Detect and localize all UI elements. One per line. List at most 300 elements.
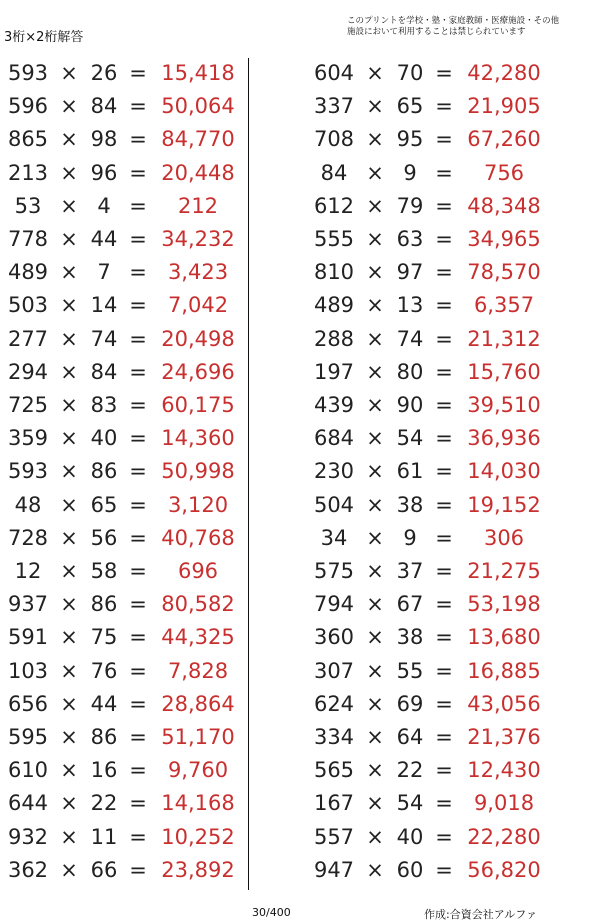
times-sign: × xyxy=(366,393,384,417)
answer: 80,582 xyxy=(161,592,235,617)
multiplicand: 708 xyxy=(313,127,355,152)
multiplier: 86 xyxy=(90,459,118,484)
answer: 21,312 xyxy=(467,326,541,351)
times-sign: × xyxy=(366,691,384,716)
answer: 34,965 xyxy=(467,227,541,251)
multiplier: 80 xyxy=(396,359,424,384)
times-sign: × xyxy=(60,359,78,384)
answer: 28,864 xyxy=(161,691,235,716)
problem-row xyxy=(306,191,552,221)
multiplicand: 359 xyxy=(7,426,49,451)
multiplicand: 565 xyxy=(313,758,355,783)
answer: 212 xyxy=(177,193,219,218)
multiplier: 16 xyxy=(90,758,118,783)
times-sign: × xyxy=(366,559,384,583)
problem-row xyxy=(0,456,246,486)
equals-sign: = xyxy=(435,227,453,251)
problem-row xyxy=(306,656,552,686)
problem-row xyxy=(306,224,552,254)
equals-sign: = xyxy=(129,791,147,816)
multiplier: 65 xyxy=(90,492,118,517)
problem-row xyxy=(306,589,552,619)
times-sign: × xyxy=(366,227,384,251)
multiplicand: 489 xyxy=(7,260,49,285)
times-sign: × xyxy=(60,791,78,816)
multiplier: 14 xyxy=(90,293,118,318)
multiplier: 13 xyxy=(396,293,424,318)
multiplicand: 34 xyxy=(320,525,348,550)
multiplier: 58 xyxy=(90,559,118,583)
problem-row xyxy=(306,257,552,287)
equals-sign: = xyxy=(129,758,147,783)
times-sign: × xyxy=(60,127,78,152)
equals-sign: = xyxy=(435,492,453,517)
multiplicand: 725 xyxy=(7,393,49,417)
multiplier: 40 xyxy=(396,824,424,849)
multiplier: 95 xyxy=(396,127,424,152)
multiplicand: 593 xyxy=(7,61,49,85)
problem-row xyxy=(306,124,552,154)
equals-sign: = xyxy=(435,592,453,617)
problem-row xyxy=(0,257,246,287)
multiplier: 67 xyxy=(396,592,424,617)
equals-sign: = xyxy=(129,393,147,417)
times-sign: × xyxy=(366,758,384,783)
multiplier: 64 xyxy=(396,725,424,749)
equals-sign: = xyxy=(129,359,147,384)
times-sign: × xyxy=(366,160,384,185)
multiplier: 75 xyxy=(90,625,118,650)
times-sign: × xyxy=(366,824,384,849)
times-sign: × xyxy=(366,525,384,550)
answer: 3,120 xyxy=(167,492,229,517)
multiplier: 69 xyxy=(396,691,424,716)
equals-sign: = xyxy=(435,758,453,783)
times-sign: × xyxy=(60,658,78,683)
equals-sign: = xyxy=(129,326,147,351)
times-sign: × xyxy=(60,625,78,650)
times-sign: × xyxy=(60,260,78,285)
answer: 21,376 xyxy=(467,725,541,749)
equals-sign: = xyxy=(435,160,453,185)
usage-notice-line-2: 施設において利用することは禁じられています xyxy=(347,27,526,37)
problem-row xyxy=(306,822,552,852)
multiplicand: 288 xyxy=(313,326,355,351)
multiplicand: 503 xyxy=(7,293,49,318)
multiplier: 56 xyxy=(90,525,118,550)
equals-sign: = xyxy=(129,492,147,517)
problem-row xyxy=(0,124,246,154)
multiplicand: 728 xyxy=(7,525,49,550)
equals-sign: = xyxy=(129,94,147,119)
equals-sign: = xyxy=(129,592,147,617)
equals-sign: = xyxy=(129,459,147,484)
multiplicand: 684 xyxy=(313,426,355,451)
multiplier: 40 xyxy=(90,426,118,451)
multiplicand: 624 xyxy=(313,691,355,716)
multiplicand: 84 xyxy=(320,160,348,185)
equals-sign: = xyxy=(435,127,453,152)
times-sign: × xyxy=(60,227,78,251)
answer: 14,360 xyxy=(161,426,235,451)
equals-sign: = xyxy=(435,293,453,318)
multiplicand: 277 xyxy=(7,326,49,351)
multiplicand: 48 xyxy=(14,492,42,517)
answer: 10,252 xyxy=(161,824,235,849)
problem-row xyxy=(0,689,246,719)
usage-notice-line-1: このプリントを学校・塾・家庭教師・医療施設・その他 xyxy=(347,16,560,26)
answer: 39,510 xyxy=(467,393,541,417)
answer: 9,018 xyxy=(473,791,535,816)
multiplier: 74 xyxy=(90,326,118,351)
problem-row xyxy=(306,689,552,719)
multiplier: 7 xyxy=(97,260,111,285)
multiplicand: 644 xyxy=(7,791,49,816)
multiplicand: 932 xyxy=(7,824,49,849)
multiplier: 44 xyxy=(90,691,118,716)
times-sign: × xyxy=(60,426,78,451)
answer: 84,770 xyxy=(161,127,235,152)
times-sign: × xyxy=(60,193,78,218)
multiplicand: 12 xyxy=(14,559,42,583)
answer: 67,260 xyxy=(467,127,541,152)
equals-sign: = xyxy=(129,625,147,650)
equals-sign: = xyxy=(435,691,453,716)
answer: 7,042 xyxy=(167,293,229,318)
problem-row xyxy=(0,755,246,785)
answer: 306 xyxy=(483,525,525,550)
multiplicand: 591 xyxy=(7,625,49,650)
answer: 756 xyxy=(483,160,525,185)
multiplicand: 362 xyxy=(7,857,49,882)
multiplicand: 555 xyxy=(313,227,355,251)
problem-row xyxy=(0,490,246,520)
answer: 60,175 xyxy=(161,393,235,417)
multiplicand: 360 xyxy=(313,625,355,650)
times-sign: × xyxy=(60,824,78,849)
usage-notice xyxy=(347,16,559,38)
multiplicand: 213 xyxy=(7,160,49,185)
problem-row xyxy=(0,390,246,420)
problem-row xyxy=(306,622,552,652)
multiplier: 54 xyxy=(396,791,424,816)
multiplier: 44 xyxy=(90,227,118,251)
worksheet-title: 3桁×2桁解答 xyxy=(4,30,84,45)
answer: 15,418 xyxy=(161,61,235,85)
equals-sign: = xyxy=(435,459,453,484)
multiplier: 9 xyxy=(403,525,417,550)
equals-sign: = xyxy=(435,824,453,849)
times-sign: × xyxy=(60,393,78,417)
answer: 48,348 xyxy=(467,193,541,218)
answer: 78,570 xyxy=(467,260,541,285)
answer: 9,760 xyxy=(167,758,229,783)
multiplicand: 557 xyxy=(313,824,355,849)
answer: 6,357 xyxy=(473,293,535,318)
multiplier: 22 xyxy=(396,758,424,783)
multiplicand: 103 xyxy=(7,658,49,683)
equals-sign: = xyxy=(129,857,147,882)
problem-row xyxy=(0,191,246,221)
equals-sign: = xyxy=(435,359,453,384)
problem-row xyxy=(0,58,246,88)
multiplier: 37 xyxy=(396,559,424,583)
multiplier: 63 xyxy=(396,227,424,251)
multiplicand: 794 xyxy=(313,592,355,617)
problem-row xyxy=(0,822,246,852)
times-sign: × xyxy=(60,691,78,716)
times-sign: × xyxy=(60,592,78,617)
multiplier: 96 xyxy=(90,160,118,185)
multiplicand: 167 xyxy=(313,791,355,816)
equals-sign: = xyxy=(129,193,147,218)
problem-row xyxy=(0,589,246,619)
answer: 24,696 xyxy=(161,359,235,384)
multiplicand: 575 xyxy=(313,559,355,583)
problem-row xyxy=(306,290,552,320)
problem-row xyxy=(0,324,246,354)
problem-row xyxy=(306,58,552,88)
multiplier: 38 xyxy=(396,625,424,650)
times-sign: × xyxy=(60,326,78,351)
multiplicand: 294 xyxy=(7,359,49,384)
times-sign: × xyxy=(366,61,384,85)
answer: 14,168 xyxy=(161,791,235,816)
problem-row xyxy=(306,788,552,818)
equals-sign: = xyxy=(129,227,147,251)
problem-row xyxy=(0,423,246,453)
times-sign: × xyxy=(366,658,384,683)
times-sign: × xyxy=(366,193,384,218)
multiplicand: 810 xyxy=(313,260,355,285)
multiplicand: 612 xyxy=(313,193,355,218)
times-sign: × xyxy=(60,61,78,85)
problem-row xyxy=(0,788,246,818)
problem-row xyxy=(306,855,552,885)
multiplicand: 53 xyxy=(14,193,42,218)
times-sign: × xyxy=(366,857,384,882)
times-sign: × xyxy=(366,293,384,318)
multiplier: 84 xyxy=(90,359,118,384)
answer: 23,892 xyxy=(161,857,235,882)
times-sign: × xyxy=(60,559,78,583)
problem-row xyxy=(306,423,552,453)
equals-sign: = xyxy=(435,393,453,417)
times-sign: × xyxy=(60,758,78,783)
problem-row xyxy=(306,556,552,586)
equals-sign: = xyxy=(129,127,147,152)
equals-sign: = xyxy=(435,725,453,749)
problem-row xyxy=(306,91,552,121)
times-sign: × xyxy=(366,625,384,650)
answer: 19,152 xyxy=(467,492,541,517)
multiplier: 86 xyxy=(90,725,118,749)
multiplicand: 489 xyxy=(313,293,355,318)
times-sign: × xyxy=(60,160,78,185)
equals-sign: = xyxy=(129,658,147,683)
answer: 16,885 xyxy=(467,658,541,683)
equals-sign: = xyxy=(435,658,453,683)
problem-row xyxy=(0,656,246,686)
multiplicand: 947 xyxy=(313,857,355,882)
multiplier: 79 xyxy=(396,193,424,218)
equals-sign: = xyxy=(129,525,147,550)
problem-row xyxy=(306,523,552,553)
times-sign: × xyxy=(366,592,384,617)
problem-row xyxy=(306,456,552,486)
equals-sign: = xyxy=(435,260,453,285)
multiplicand: 596 xyxy=(7,94,49,119)
multiplier: 60 xyxy=(396,857,424,882)
equals-sign: = xyxy=(435,326,453,351)
times-sign: × xyxy=(366,426,384,451)
answer: 51,170 xyxy=(161,725,235,749)
multiplier: 26 xyxy=(90,61,118,85)
equals-sign: = xyxy=(435,525,453,550)
equals-sign: = xyxy=(435,94,453,119)
times-sign: × xyxy=(60,94,78,119)
problem-row xyxy=(306,324,552,354)
multiplier: 9 xyxy=(403,160,417,185)
multiplier: 65 xyxy=(396,94,424,119)
multiplier: 38 xyxy=(396,492,424,517)
multiplicand: 604 xyxy=(313,61,355,85)
equals-sign: = xyxy=(435,857,453,882)
page-number: 30/400 xyxy=(252,906,291,919)
problem-row xyxy=(0,158,246,188)
multiplier: 22 xyxy=(90,791,118,816)
answer: 34,232 xyxy=(161,227,235,251)
problem-row xyxy=(0,722,246,752)
equals-sign: = xyxy=(129,293,147,318)
equals-sign: = xyxy=(129,160,147,185)
multiplier: 98 xyxy=(90,127,118,152)
problem-row xyxy=(306,357,552,387)
answer: 21,905 xyxy=(467,94,541,119)
multiplicand: 595 xyxy=(7,725,49,749)
equals-sign: = xyxy=(435,61,453,85)
answer: 14,030 xyxy=(467,459,541,484)
author-credit: 作成:合資会社アルファ xyxy=(424,908,538,921)
problem-row xyxy=(0,622,246,652)
multiplicand: 197 xyxy=(313,359,355,384)
multiplier: 84 xyxy=(90,94,118,119)
multiplier: 97 xyxy=(396,260,424,285)
equals-sign: = xyxy=(435,559,453,583)
times-sign: × xyxy=(60,293,78,318)
problem-row xyxy=(0,556,246,586)
answer: 20,448 xyxy=(161,160,235,185)
times-sign: × xyxy=(60,525,78,550)
answer: 50,064 xyxy=(161,94,235,119)
multiplier: 86 xyxy=(90,592,118,617)
times-sign: × xyxy=(60,459,78,484)
answer: 22,280 xyxy=(467,824,541,849)
answer: 15,760 xyxy=(467,359,541,384)
multiplicand: 334 xyxy=(313,725,355,749)
multiplier: 74 xyxy=(396,326,424,351)
multiplicand: 593 xyxy=(7,459,49,484)
multiplier: 83 xyxy=(90,393,118,417)
problem-row xyxy=(0,290,246,320)
problem-row xyxy=(0,855,246,885)
equals-sign: = xyxy=(435,625,453,650)
multiplier: 55 xyxy=(396,658,424,683)
times-sign: × xyxy=(60,492,78,517)
equals-sign: = xyxy=(129,426,147,451)
multiplier: 61 xyxy=(396,459,424,484)
answer: 43,056 xyxy=(467,691,541,716)
answer: 44,325 xyxy=(161,625,235,650)
multiplicand: 937 xyxy=(7,592,49,617)
times-sign: × xyxy=(366,94,384,119)
problem-row xyxy=(0,357,246,387)
problem-row xyxy=(0,224,246,254)
problem-row xyxy=(0,523,246,553)
equals-sign: = xyxy=(435,791,453,816)
answer: 20,498 xyxy=(161,326,235,351)
multiplier: 4 xyxy=(97,193,111,218)
multiplicand: 656 xyxy=(7,691,49,716)
problem-row xyxy=(306,390,552,420)
answer: 13,680 xyxy=(467,625,541,650)
answer: 56,820 xyxy=(467,857,541,882)
times-sign: × xyxy=(60,725,78,749)
multiplicand: 307 xyxy=(313,658,355,683)
equals-sign: = xyxy=(129,824,147,849)
answer: 7,828 xyxy=(167,658,229,683)
times-sign: × xyxy=(366,725,384,749)
answer: 53,198 xyxy=(467,592,541,617)
times-sign: × xyxy=(366,459,384,484)
equals-sign: = xyxy=(129,725,147,749)
multiplicand: 865 xyxy=(7,127,49,152)
equals-sign: = xyxy=(129,61,147,85)
multiplicand: 230 xyxy=(313,459,355,484)
answer: 42,280 xyxy=(467,61,541,85)
answer: 3,423 xyxy=(167,260,229,285)
times-sign: × xyxy=(366,326,384,351)
answer: 21,275 xyxy=(467,559,541,583)
times-sign: × xyxy=(366,260,384,285)
problem-row xyxy=(306,722,552,752)
times-sign: × xyxy=(60,857,78,882)
multiplier: 11 xyxy=(90,824,118,849)
problem-row xyxy=(306,755,552,785)
equals-sign: = xyxy=(435,426,453,451)
times-sign: × xyxy=(366,127,384,152)
times-sign: × xyxy=(366,359,384,384)
times-sign: × xyxy=(366,791,384,816)
problem-row xyxy=(306,158,552,188)
times-sign: × xyxy=(366,492,384,517)
multiplier: 70 xyxy=(396,61,424,85)
multiplier: 76 xyxy=(90,658,118,683)
answer: 50,998 xyxy=(161,459,235,484)
equals-sign: = xyxy=(129,691,147,716)
multiplier: 90 xyxy=(396,393,424,417)
column-divider xyxy=(248,58,249,890)
answer: 36,936 xyxy=(467,426,541,451)
equals-sign: = xyxy=(129,559,147,583)
multiplicand: 439 xyxy=(313,393,355,417)
problem-row xyxy=(306,490,552,520)
problem-row xyxy=(0,91,246,121)
multiplicand: 778 xyxy=(7,227,49,251)
multiplicand: 610 xyxy=(7,758,49,783)
answer: 40,768 xyxy=(161,525,235,550)
multiplier: 54 xyxy=(396,426,424,451)
